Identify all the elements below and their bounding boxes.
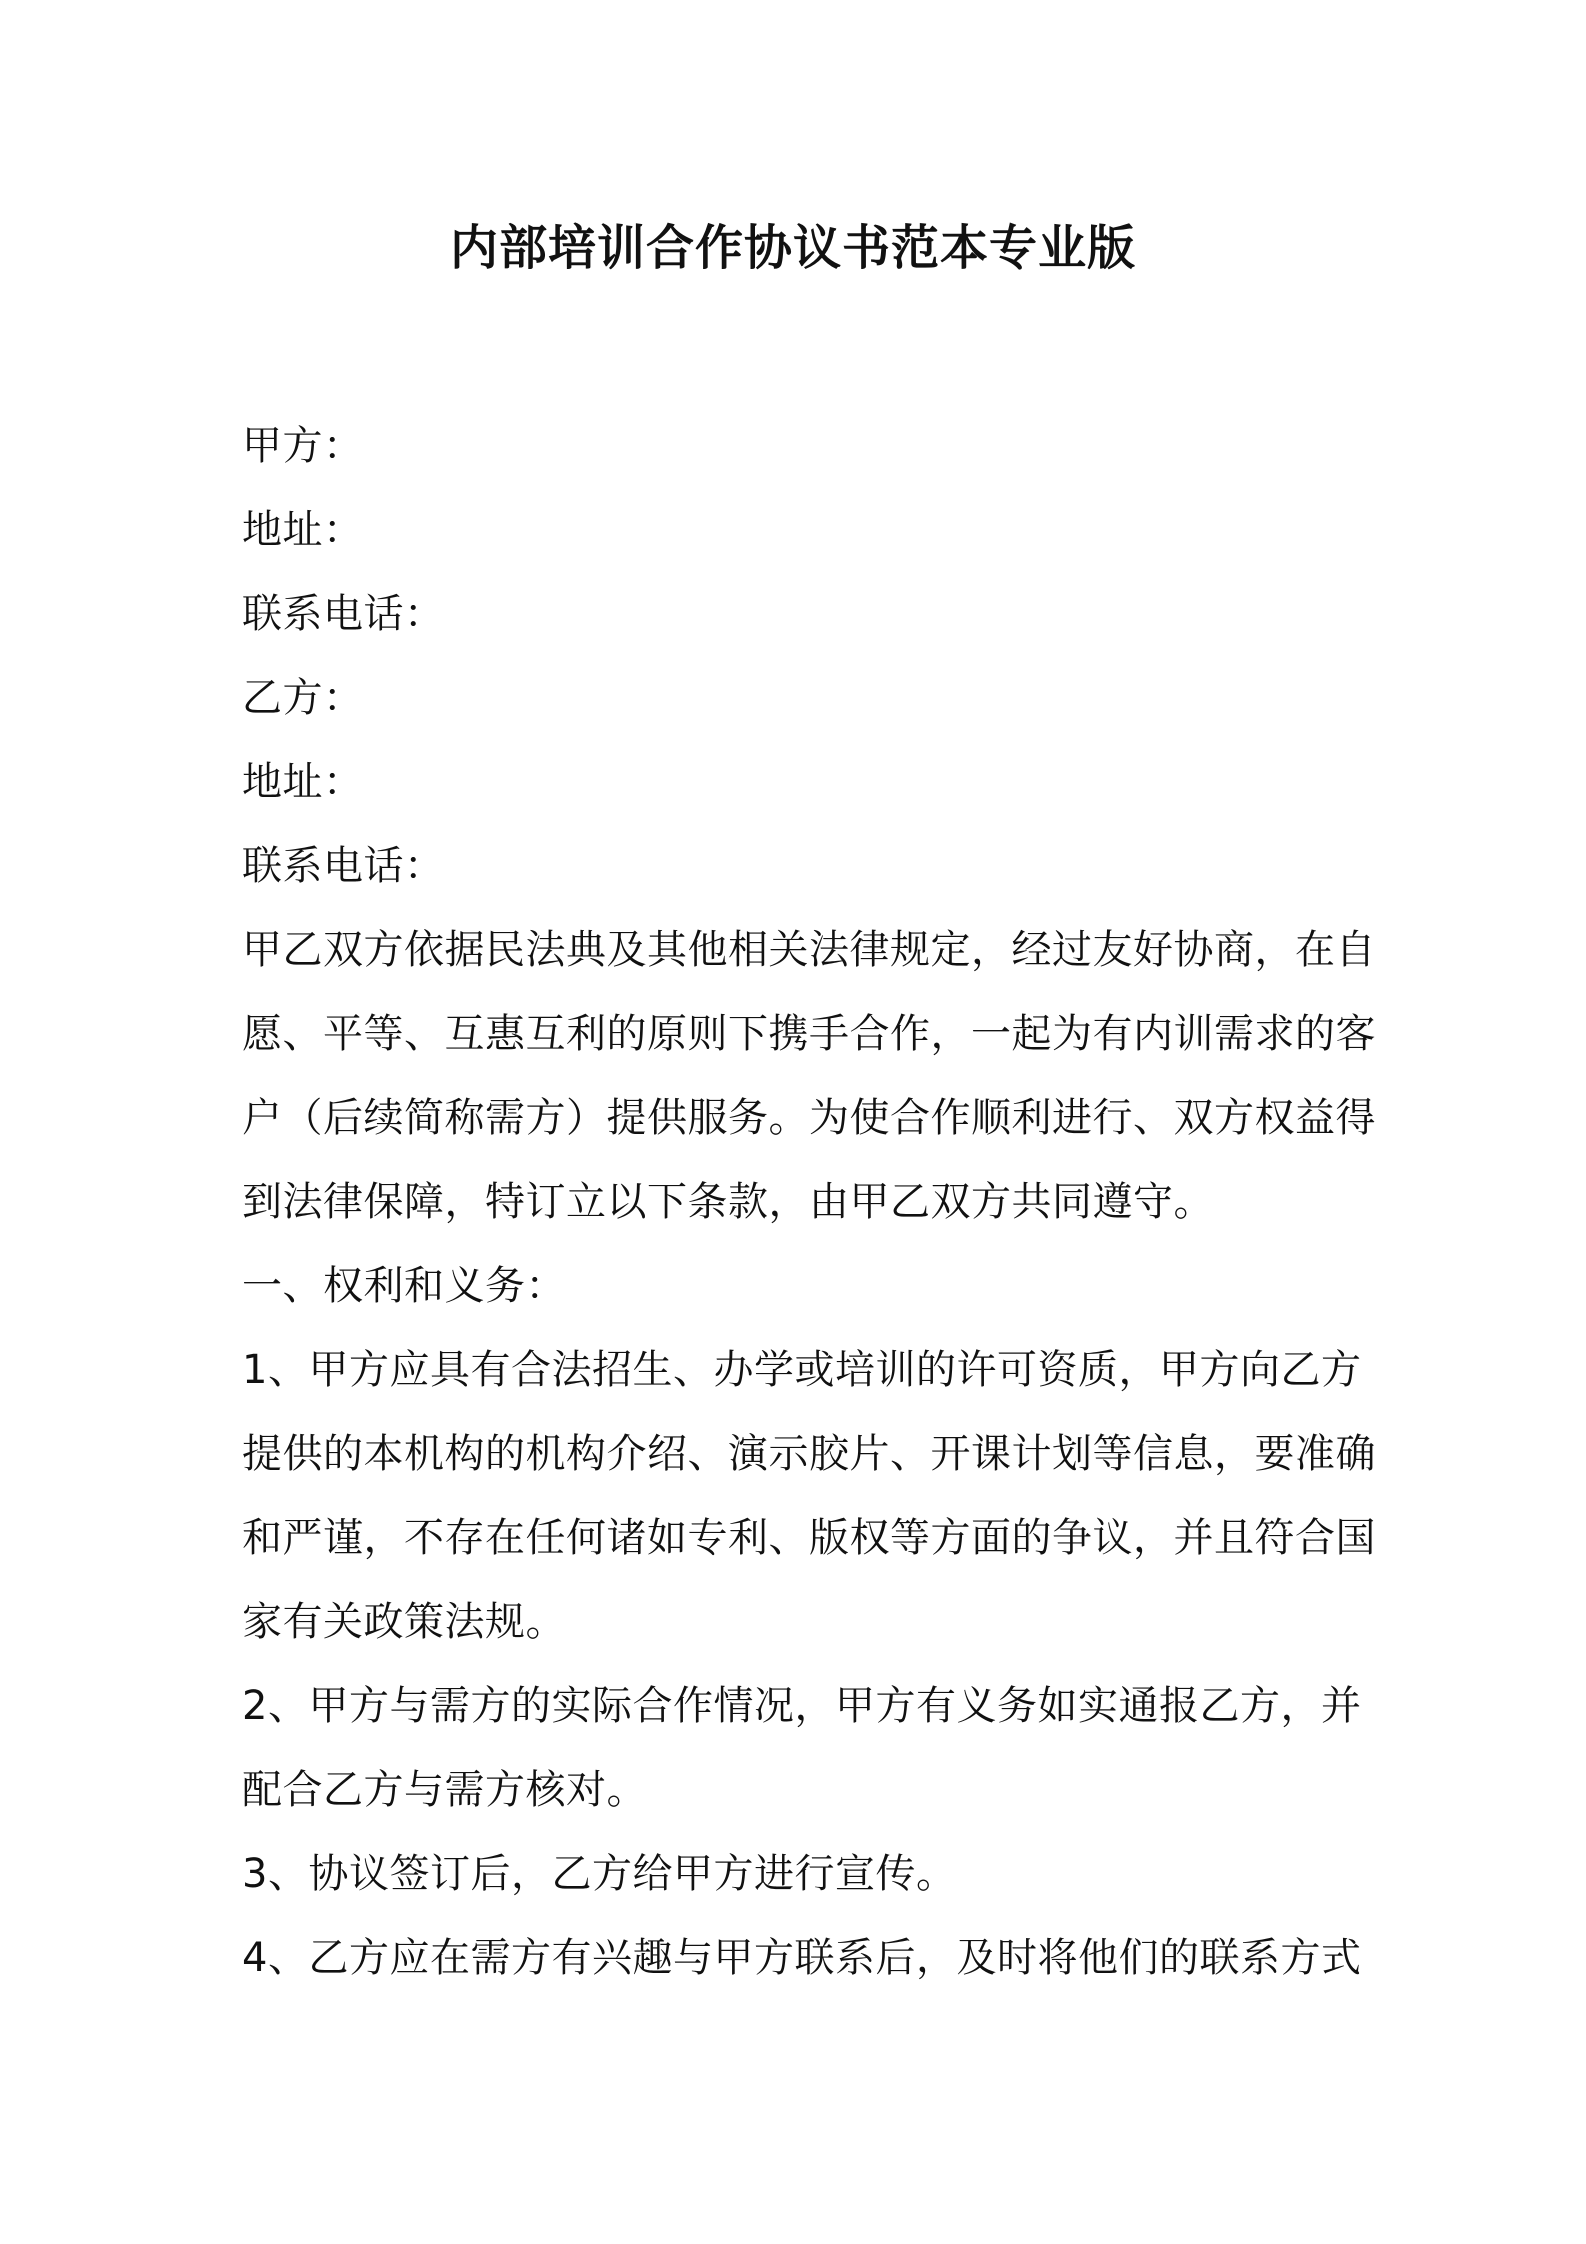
clause-2-line: 配合乙方与需方核对。 [242,1767,647,1813]
clause-1-line: 提供的本机构的机构介绍、演示胶片、开课计划等信息，要准确 [242,1431,1376,1477]
clause-1-line: 1、甲方应具有合法招生、办学或培训的许可资质，甲方向乙方 [242,1347,1362,1393]
party-b-label: 乙方： [242,675,364,721]
party-a-label: 甲方： [242,423,364,469]
document-title: 内部培训合作协议书范本专业版 [449,220,1136,276]
preamble-line: 到法律保障，特订立以下条款，由甲乙双方共同遵守。 [242,1179,1214,1225]
clause-2-line: 2、甲方与需方的实际合作情况，甲方有义务如实通报乙方，并 [242,1683,1362,1729]
preamble-line: 户（后续简称需方）提供服务。为使合作顺利进行、双方权益得 [242,1095,1376,1141]
party-b-phone-label: 联系电话： [242,843,445,889]
party-a-phone-label: 联系电话： [242,591,445,637]
party-b-address-label: 地址： [242,759,364,805]
clause-1-line: 和严谨，不存在任何诸如专利、版权等方面的争议，并且符合国 [242,1515,1376,1561]
section-heading: 一、权利和义务： [242,1263,566,1309]
preamble-line: 愿、平等、互惠互利的原则下携手合作，一起为有内训需求的客 [242,1011,1376,1057]
clause-4-line: 4、乙方应在需方有兴趣与甲方联系后，及时将他们的联系方式 [242,1935,1362,1981]
preamble-line: 甲乙双方依据民法典及其他相关法律规定，经过友好协商，在自 [242,927,1376,973]
clause-1-line: 家有关政策法规。 [242,1599,566,1645]
clause-3-line: 3、协议签订后，乙方给甲方进行宣传。 [242,1851,957,1897]
party-a-address-label: 地址： [242,507,364,553]
document-body [242,404,1376,2000]
